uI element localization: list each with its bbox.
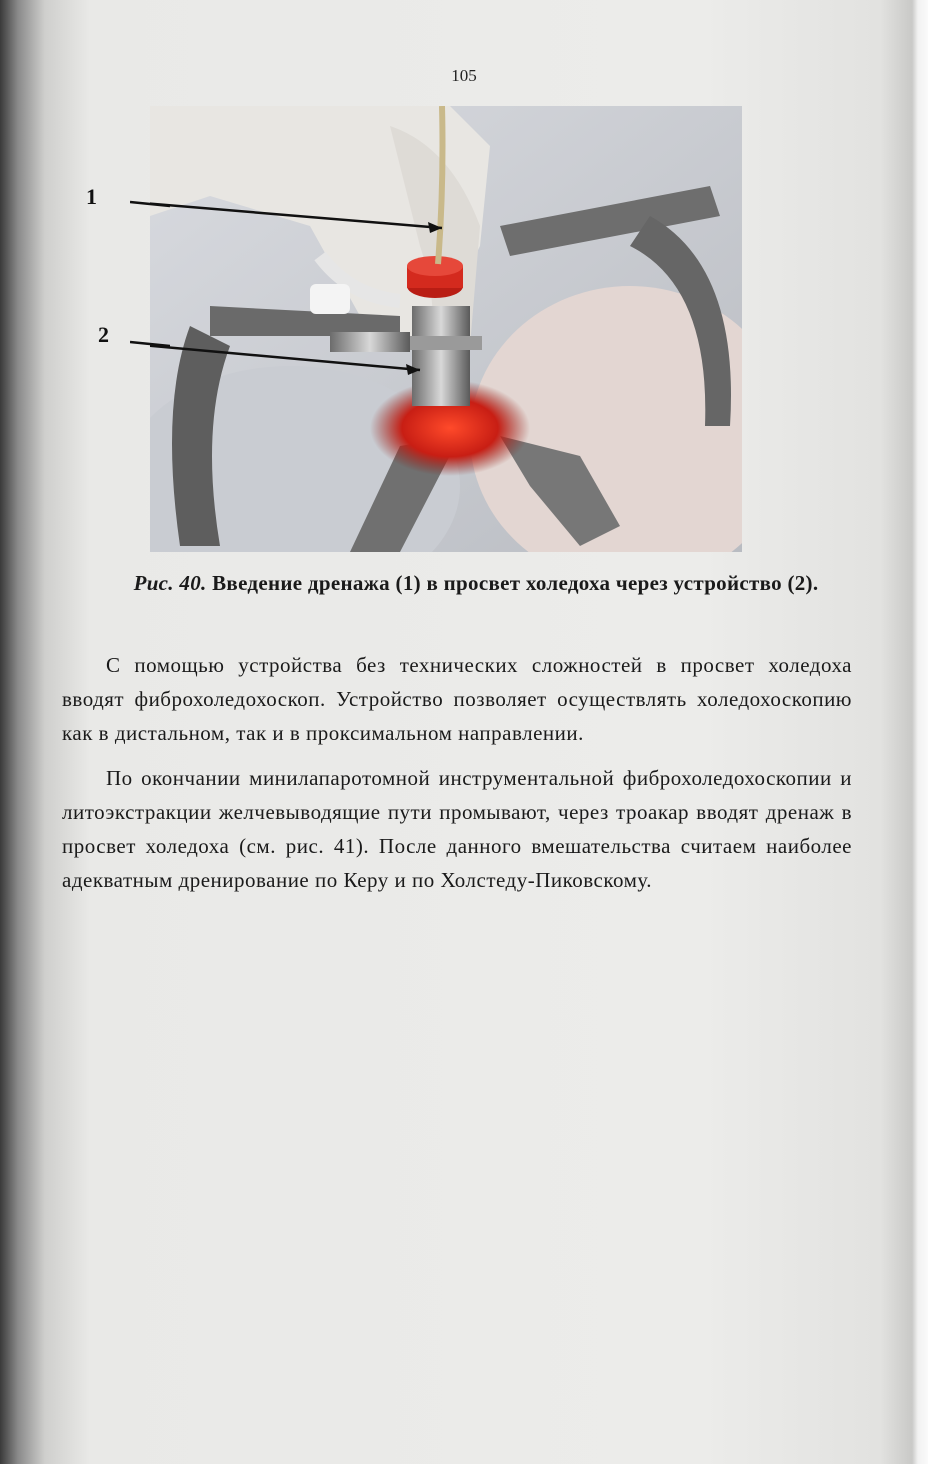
pointer-lines-left bbox=[130, 190, 170, 490]
paragraph-2: По окончании минилапаротомной инструментальной фиброхоледохоскопии и литоэкстракции желчевыводящие пути промывают, через троакар вводят дренаж в просвет холедоха (см. рис. 41). После данного вмешательства считаем наиболее адекватным дренирование по Керу и по Холстеду-Пиковскому. bbox=[62, 766, 852, 892]
paragraph-1: С помощью устройства без технических сложностей в просвет холедоха вводят фиброхоледохоскоп. Устройство позволяет осуществлять холедохоскопию как в дистальном, так и в проксимальном направлении. bbox=[62, 653, 852, 745]
figure-caption bbox=[96, 568, 856, 599]
label-1: 1 bbox=[86, 184, 97, 209]
figure-caption-text: Введение дренажа (1) в просвет холедоха через устройство (2). bbox=[212, 571, 819, 595]
page-number: 105 bbox=[451, 66, 477, 85]
surgical-photo-illustration bbox=[150, 106, 742, 552]
body-text bbox=[62, 648, 852, 897]
figure-reference: Рис. 40. bbox=[133, 571, 207, 595]
surgical-photo bbox=[150, 106, 742, 552]
label-2: 2 bbox=[98, 322, 109, 347]
